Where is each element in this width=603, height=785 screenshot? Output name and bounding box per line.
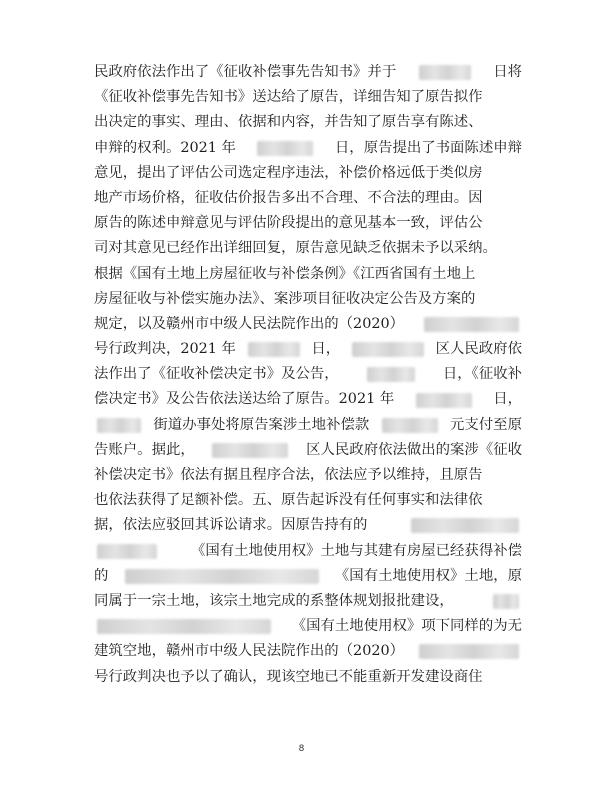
text-line	[94, 362, 522, 387]
redacted-text	[97, 544, 157, 559]
text-segment: 号行政判决，2021 年	[94, 341, 236, 358]
text-segment: 日，	[493, 391, 522, 408]
text-segment: 民政府依法作出了《征收补偿事先告知书》并于	[94, 64, 397, 80]
text-segment: 日，原告提出了书面陈述申辩	[334, 139, 522, 156]
text-segment: 的	[94, 567, 109, 584]
redacted-text	[97, 418, 141, 433]
text-segment: 规定，以及赣州市中级人民法院作出的（2020）	[94, 315, 405, 332]
text-line	[94, 110, 522, 135]
text-segment: 申辩的权利。2021 年	[94, 139, 236, 156]
redacted-text	[419, 65, 471, 80]
text-line	[94, 186, 522, 211]
text-line	[94, 539, 522, 564]
redacted-text	[411, 518, 519, 533]
text-line	[94, 589, 522, 614]
text-line	[94, 337, 522, 362]
text-segment: 房屋征收与补偿实施办法》、案涉项目征收决定公告及方案的	[94, 290, 476, 307]
text-line	[94, 262, 522, 287]
redacted-text	[248, 342, 300, 357]
text-line	[94, 413, 522, 438]
text-line	[94, 488, 522, 513]
text-segment: 意见，提出了评估公司选定程序违法，补偿价格远低于类似房	[94, 164, 483, 181]
redacted-text	[416, 393, 472, 408]
text-segment: 偿决定书》及公告依法送达给了原告。2021 年	[94, 391, 395, 408]
redacted-text	[382, 418, 438, 433]
text-segment: 告账户。据此，	[94, 441, 195, 458]
redacted-text	[125, 569, 319, 584]
text-segment: 日，	[311, 341, 341, 358]
redacted-text	[424, 317, 519, 332]
text-segment: 司对其意见已经作出详细回复，原告意见缺乏依据未予以采纳。	[94, 240, 497, 257]
redacted-text	[352, 342, 424, 357]
text-segment: 也依法获得了足额补偿。五、原告起诉没有任何事实和法律依	[94, 492, 483, 509]
text-segment: 号行政判决也予以了确认，现该空地已不能重新开发建设商住	[94, 668, 483, 685]
text-segment: 地产市场价格，征收估价报告多出不合理、不合法的理由。因	[94, 189, 483, 206]
text-segment: 补偿决定书》依法有据且程序合法，依法应予以维持，且原告	[94, 467, 483, 483]
text-segment: 区人民政府依	[435, 341, 522, 358]
text-line	[94, 211, 522, 236]
text-segment: 出决定的事实、理由、依据和内容，并告知了原告享有陈述、	[94, 114, 483, 131]
text-segment: 日将	[493, 64, 522, 80]
text-segment: 《国有土地使用权》土地，原	[334, 567, 522, 584]
text-segment: 《征收补偿事先告知书》送达给了原告，详细告知了原告拟作	[94, 89, 483, 106]
text-segment: 街道办事处将原告案涉土地补偿款	[153, 416, 370, 433]
text-line	[94, 387, 522, 412]
text-line	[94, 438, 522, 463]
redacted-text	[367, 367, 415, 382]
text-line	[94, 312, 522, 337]
text-segment: 法作出了《征收补偿决定书》及公告，	[94, 366, 339, 383]
text-line	[94, 614, 522, 639]
text-segment: 原告的陈述申辩意见与评估阶段提出的意见基本一致，评估公	[94, 215, 483, 232]
redacted-text	[97, 619, 271, 634]
text-segment: 建筑空地，赣州市中级人民法院作出的（2020）	[94, 643, 405, 660]
redacted-text	[419, 644, 519, 659]
text-segment: 据，依法应驳回其诉讼请求。因原告持有的	[94, 517, 368, 534]
text-segment: 根据《国有土地上房屋征收与补偿条例》《江西省国有土地上	[94, 265, 476, 282]
text-segment: 日，《征收补	[442, 366, 522, 383]
redacted-text	[212, 443, 288, 458]
redacted-text	[257, 141, 313, 156]
text-line	[94, 236, 522, 261]
text-segment: 《国有土地使用权》项下同样的为无	[291, 618, 522, 635]
text-segment: 《国有土地使用权》土地与其建有房屋已经获得补偿	[191, 542, 522, 559]
text-line	[94, 85, 522, 110]
text-line	[94, 60, 522, 85]
text-line	[94, 513, 522, 538]
page-number: 8	[298, 744, 305, 754]
document-body	[94, 60, 522, 690]
text-line	[94, 287, 522, 312]
text-line	[94, 463, 522, 488]
text-line	[94, 639, 522, 664]
text-segment: 元支付至原	[450, 416, 522, 433]
text-line	[94, 136, 522, 161]
text-line	[94, 564, 522, 589]
text-line	[94, 665, 522, 690]
text-segment: 区人民政府依法做出的案涉《征收	[306, 441, 522, 458]
text-line	[94, 161, 522, 186]
text-segment: 同属于一宗土地，该宗土地完成的系整体规划报批建设，	[94, 592, 454, 609]
redacted-text	[493, 594, 519, 609]
